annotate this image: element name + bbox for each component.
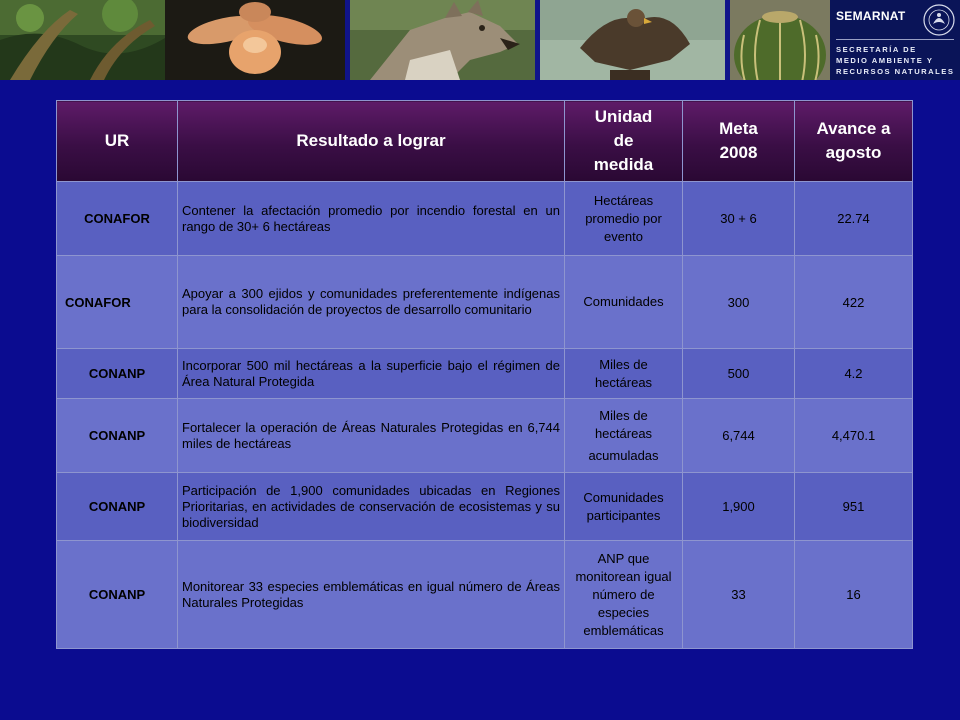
table-row xyxy=(57,256,913,349)
table-row xyxy=(57,399,913,473)
col-header-ur: UR xyxy=(57,101,178,182)
col-header-meta xyxy=(683,101,795,182)
cell-meta: 500 xyxy=(683,349,795,399)
logo-name: SEMARNAT xyxy=(836,9,906,23)
logo-divider xyxy=(836,39,954,40)
cell-result: Fortalecer la operación de Áreas Naturales Protegidas en 6,744 miles de hectáreas xyxy=(178,399,565,473)
table-header-row xyxy=(57,101,913,182)
cell-ur: CONANP xyxy=(57,541,178,649)
mexico-seal-icon xyxy=(922,3,956,37)
wolf-photo xyxy=(350,0,535,80)
cell-avance: 22.74 xyxy=(795,182,913,256)
cell-unit: Comunidades xyxy=(565,256,683,349)
cell-ur: CONANP xyxy=(57,349,178,399)
col-header-unit xyxy=(565,101,683,182)
cell-meta: 1,900 xyxy=(683,473,795,541)
cell-meta: 6,744 xyxy=(683,399,795,473)
cell-result: Apoyar a 300 ejidos y comunidades preferentemente indígenas para la consolidación de proyectos de desarrollo comunitario xyxy=(178,256,565,349)
cell-unit xyxy=(565,399,683,473)
cell-meta: 30 + 6 xyxy=(683,182,795,256)
cell-ur: CONANP xyxy=(57,399,178,473)
logo-line-1: SECRETARÍA DE xyxy=(836,45,917,54)
cell-meta: 300 xyxy=(683,256,795,349)
col-header-unit-line-3: medida xyxy=(593,155,654,174)
col-header-result: Resultado a lograr xyxy=(178,101,565,182)
cell-ur: CONAFOR xyxy=(57,182,178,256)
cell-avance: 4.2 xyxy=(795,349,913,399)
cell-unit-line-2: acumuladas xyxy=(588,447,659,463)
cell-unit: Comunidades participantes xyxy=(565,473,683,541)
cell-result: Incorporar 500 mil hectáreas a la superficie bajo el régimen de Área Natural Protegida xyxy=(178,349,565,399)
cell-unit: ANP que monitorean igual número de especies emblemáticas xyxy=(565,541,683,649)
table-row xyxy=(57,541,913,649)
orchid-photo xyxy=(165,0,345,80)
cell-result: Contener la afectación promedio por incendio forestal en un rango de 30+ 6 hectáreas xyxy=(178,182,565,256)
cell-unit-line-1: Miles de hectáreas xyxy=(594,407,653,441)
cell-meta: 33 xyxy=(683,541,795,649)
cell-result: Monitorear 33 especies emblemáticas en igual número de Áreas Naturales Protegidas xyxy=(178,541,565,649)
cell-unit: Miles de hectáreas xyxy=(565,349,683,399)
cell-avance: 951 xyxy=(795,473,913,541)
cell-result: Participación de 1,900 comunidades ubicadas en Regiones Prioritarias, en actividades de conservación de ecosistemas y su biodiversidad xyxy=(178,473,565,541)
col-header-meta-line-1: Meta xyxy=(719,119,758,138)
semarnat-logo xyxy=(830,0,960,80)
table-row xyxy=(57,349,913,399)
results-table xyxy=(56,100,913,649)
cell-ur: CONAFOR xyxy=(57,256,178,349)
col-header-meta-line-2: 2008 xyxy=(719,143,758,162)
cell-ur: CONANP xyxy=(57,473,178,541)
header-banner xyxy=(0,0,960,80)
cell-avance: 4,470.1 xyxy=(795,399,913,473)
table-row xyxy=(57,473,913,541)
cell-unit: Hectáreas promedio por evento xyxy=(565,182,683,256)
cactus-photo xyxy=(730,0,830,80)
col-header-unit-line-2: de xyxy=(613,131,634,150)
col-header-avance-line-2: agosto xyxy=(825,143,882,162)
logo-line-2: MEDIO AMBIENTE Y xyxy=(836,56,934,65)
col-header-avance xyxy=(795,101,913,182)
cell-avance: 16 xyxy=(795,541,913,649)
table-row xyxy=(57,182,913,256)
logo-line-3: RECURSOS NATURALES xyxy=(836,67,955,76)
col-header-unit-line-1: Unidad xyxy=(594,107,653,126)
forest-photo xyxy=(0,0,165,80)
cell-avance: 422 xyxy=(795,256,913,349)
eagle-photo xyxy=(540,0,725,80)
col-header-avance-line-1: Avance a xyxy=(816,119,891,138)
